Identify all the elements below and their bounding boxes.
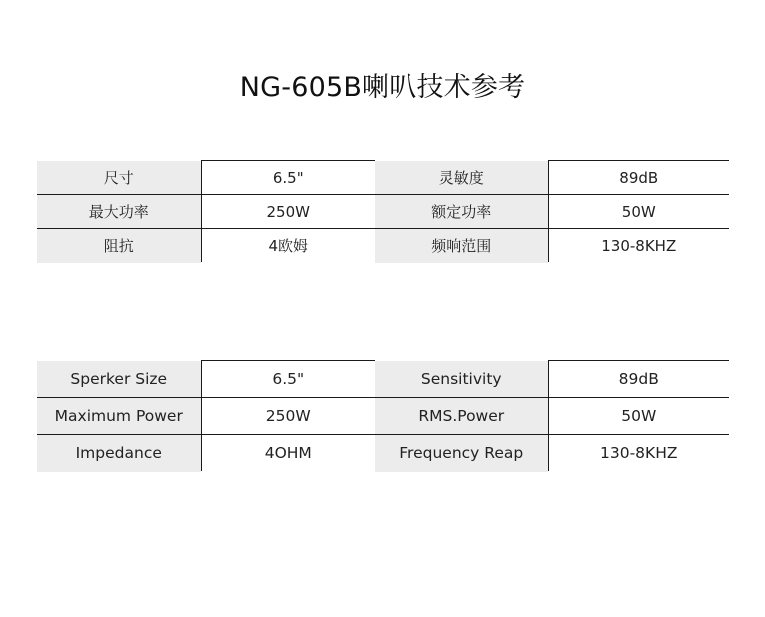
spec-label-max-power: 最大功率 (37, 195, 201, 229)
spec-value-frequency-response: 130-8KHZ (548, 435, 729, 472)
spec-value-sensitivity: 89dB (548, 161, 729, 195)
spec-value-size: 6.5" (201, 361, 375, 398)
table-row (37, 229, 729, 263)
spec-value-impedance: 4OHM (201, 435, 375, 472)
table-row (37, 435, 729, 472)
table-row (37, 161, 729, 195)
spec-label-impedance: 阻抗 (37, 229, 201, 263)
spec-label-sensitivity: 灵敏度 (375, 161, 548, 195)
spec-label-rated-power: 额定功率 (375, 195, 548, 229)
spec-value-sensitivity: 89dB (548, 361, 729, 398)
spec-label-frequency-response: Frequency Reap (375, 435, 548, 472)
table-row (37, 195, 729, 229)
spec-value-rms-power: 50W (548, 398, 729, 435)
spec-value-max-power: 250W (201, 195, 375, 229)
spec-label-size: 尺寸 (37, 161, 201, 195)
spec-value-frequency-range: 130-8KHZ (548, 229, 729, 263)
spec-label-sensitivity: Sensitivity (375, 361, 548, 398)
spec-label-frequency-range: 频响范围 (375, 229, 548, 263)
table-row (37, 398, 729, 435)
spec-label-size: Sperker Size (37, 361, 201, 398)
spec-value-size: 6.5" (201, 161, 375, 195)
spec-value-max-power: 250W (201, 398, 375, 435)
spec-label-max-power: Maximum Power (37, 398, 201, 435)
spec-value-rated-power: 50W (548, 195, 729, 229)
page-title: NG-605B喇叭技术参考 (239, 72, 526, 103)
spec-value-impedance: 4欧姆 (201, 229, 375, 263)
spec-table-english (37, 360, 729, 472)
table-row (37, 361, 729, 398)
spec-table-chinese (37, 160, 729, 263)
spec-label-impedance: Impedance (37, 435, 201, 472)
spec-label-rms-power: RMS.Power (375, 398, 548, 435)
